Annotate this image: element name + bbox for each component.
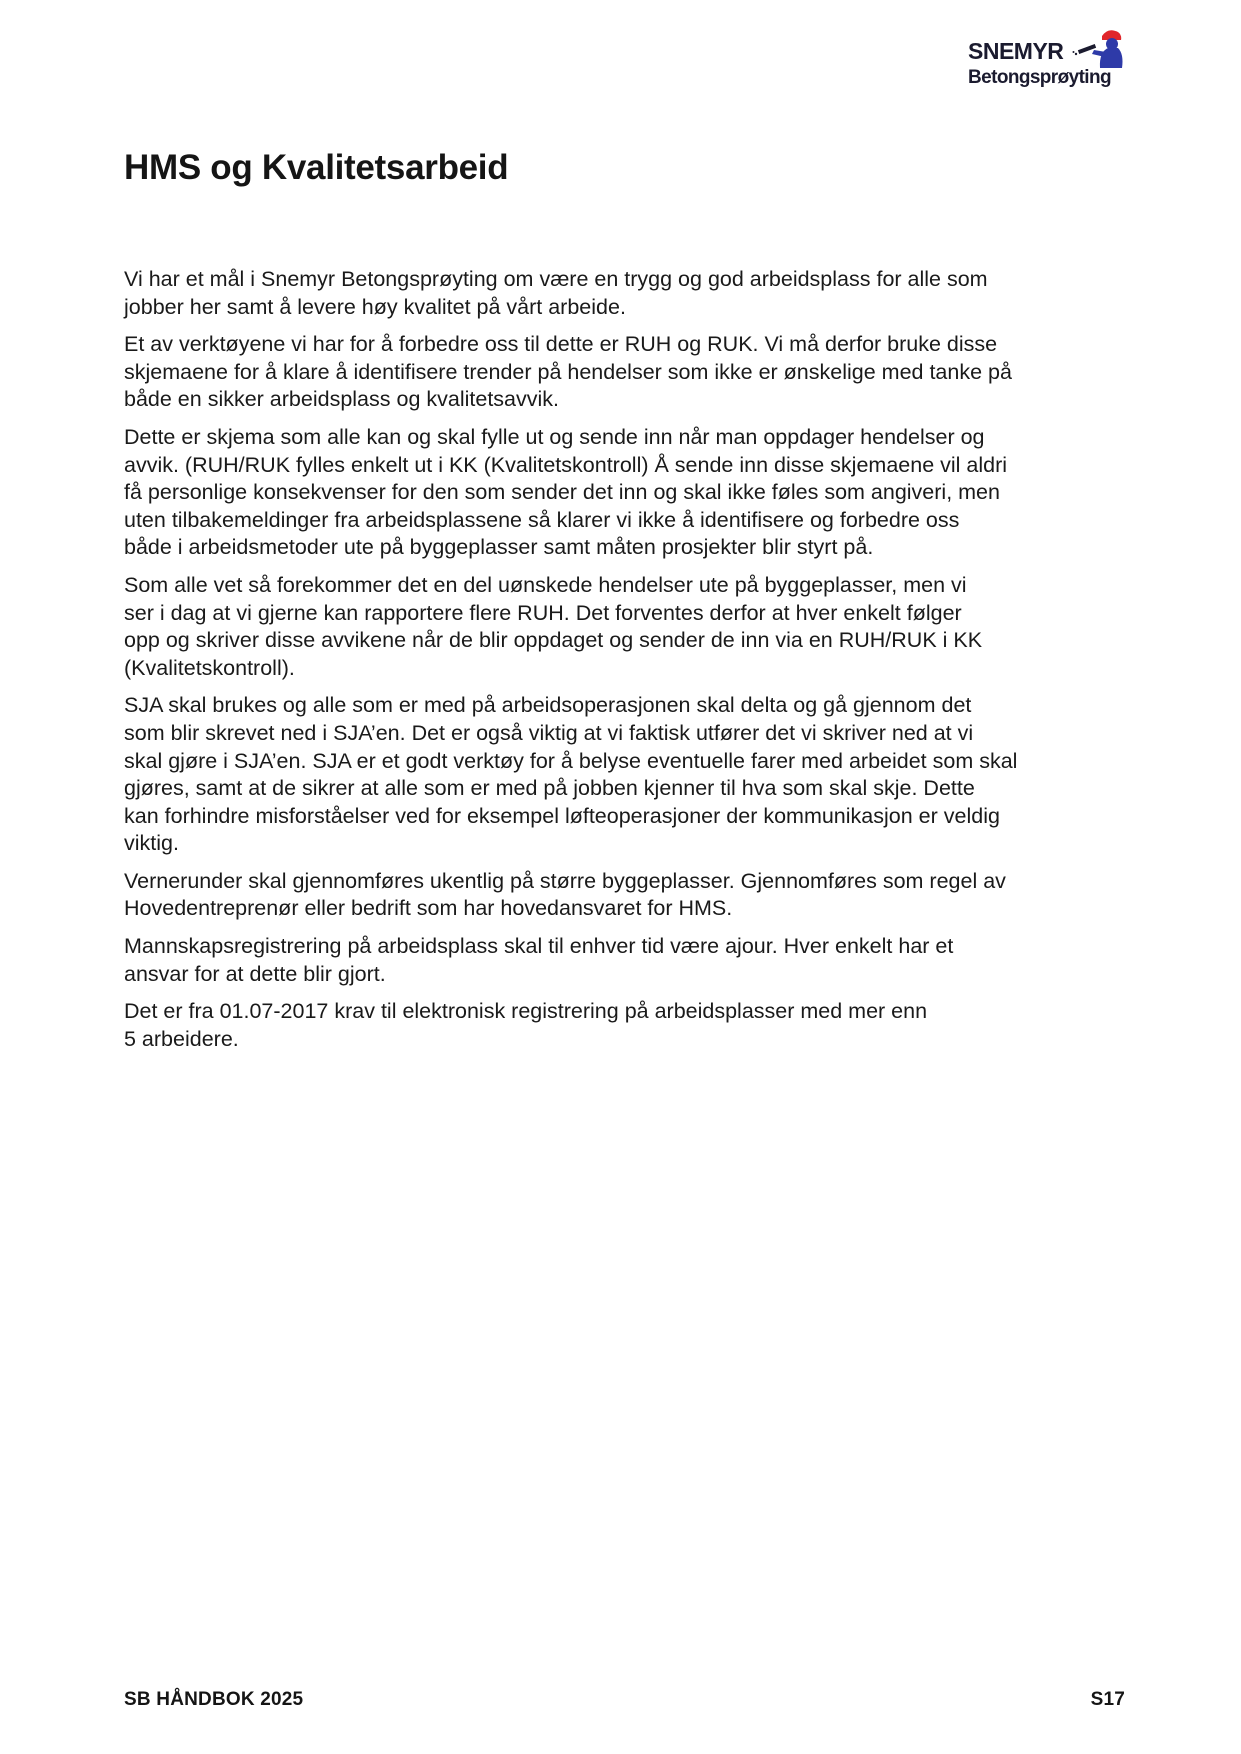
footer-handbook-title: SB HÅNDBOK 2025 xyxy=(124,1689,304,1710)
logo-subtitle-text: Betongsprøyting xyxy=(968,67,1111,88)
paragraph-2: Et av verktøyene vi har for å forbedre oss til dette er RUH og RUK. Vi må derfor bruke disse skjemaene for å klare å identifisere trender på hendelser som ikke er ønskelige med tanke på både en sikker arbeidsplass og kvalitetsavvik. xyxy=(124,332,1012,412)
paragraph-8: Det er fra 01.07-2017 krav til elektronisk registrering på arbeidsplasser med mer enn 5 arbeidere. xyxy=(124,999,928,1051)
paragraph-5: SJA skal brukes og alle som er med på arbeidsoperasjonen skal delta og gå gjennom det som blir skrevet ned i SJA’en. Det er også viktig at vi faktisk utfører det vi skriver ned at vi skal gjøre i SJA’en. SJA er et godt verktøy for å belyse eventuelle farer med arbeidet som skal gjøres, samt at de sikrer at alle som er med på jobben kjenner til hva som skal skje. Dette kan forhindre misforståelser ved for eksempel løfteoperasjoner der kommunikasjon er veldig viktig. xyxy=(124,693,1018,856)
worker-with-spray-nozzle-icon xyxy=(1072,28,1124,68)
paragraph-6: Vernerunder skal gjennomføres ukentlig på større byggeplasser. Gjennomføres som regel av Hovedentreprenør eller bedrift som har hovedansvaret for HMS. xyxy=(124,868,1006,921)
paragraph-4: Som alle vet så forekommer det en del uønskede hendelser ute på byggeplasser, men vi ser i dag at vi gjerne kan rapportere flere RUH. Det forventes derfor at hver enkelt følger opp og skriver disse avvikene når de blir oppdaget og sender de inn via en RUH/RUK i KK (Kvalitetskontroll). xyxy=(124,572,983,680)
page-title: HMS og Kvalitetsarbeid xyxy=(124,148,509,187)
paragraph-7: Mannskapsregistrering på arbeidsplass skal til enhver tid være ajour. Hver enkelt har et ansvar for at dette blir gjort. xyxy=(124,934,954,986)
company-logo xyxy=(968,28,1128,94)
body-text xyxy=(124,266,1124,1063)
footer-page-number: S17 xyxy=(1090,1689,1125,1710)
paragraph-1: Vi har et mål i Snemyr Betongsprøyting om være en trygg og god arbeidsplass for alle som jobber her samt å levere høy kvalitet på vårt arbeide. xyxy=(124,267,988,319)
logo-brand-text: SNEMYR xyxy=(968,38,1064,64)
paragraph-3: Dette er skjema som alle kan og skal fylle ut og sende inn når man oppdager hendelser og avvik. (RUH/RUK fylles enkelt ut i KK (Kvalitetskontroll) Å sende inn disse skjemaene vil aldri få personlige konsekvenser for den som sender det inn og skal ikke føles som angiveri, men uten tilbakemeldinger fra arbeidsplassene så klarer vi ikke å identifisere og forbedre oss både i arbeidsmetoder ute på byggeplasser samt måten prosjekter blir styrt på. xyxy=(124,424,1008,560)
